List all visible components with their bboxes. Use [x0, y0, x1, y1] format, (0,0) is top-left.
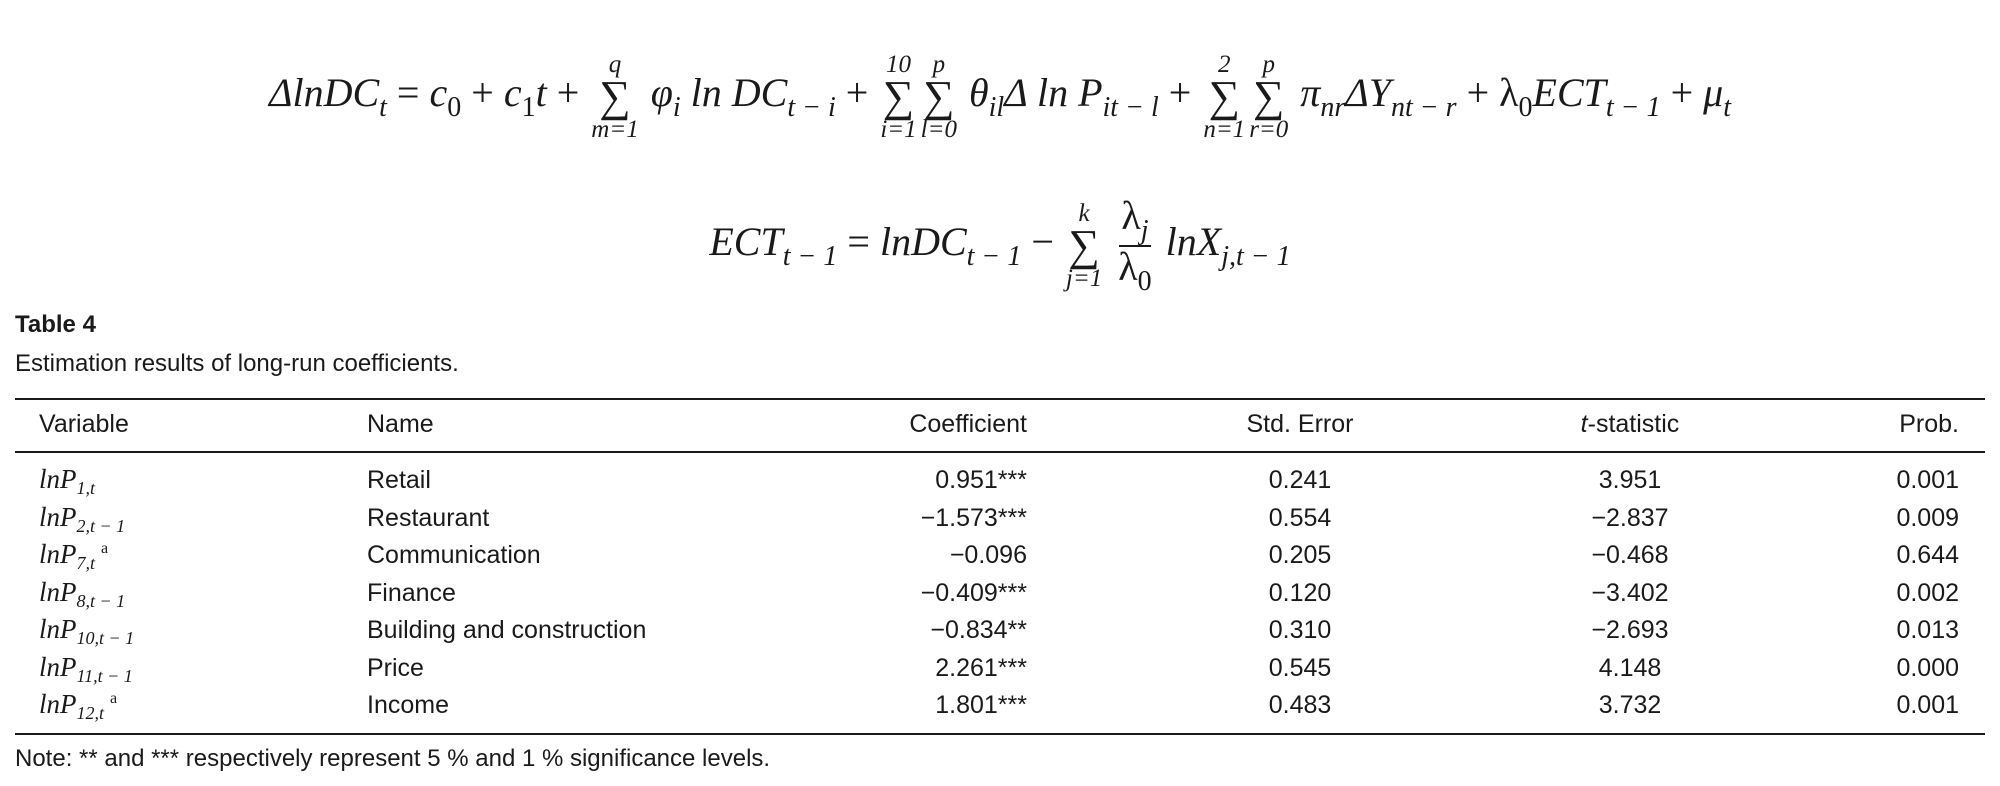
header-t-rest: -statistic — [1587, 410, 1680, 438]
cell-prob: 0.001 — [1896, 691, 1959, 719]
eq1-dlnp: Δ ln P — [1004, 69, 1103, 115]
eq1-dlnp-sub: it − l — [1102, 91, 1159, 123]
eq2-frac-den-sub: 0 — [1137, 266, 1152, 297]
variable-subscript: 10,t − 1 — [76, 628, 135, 648]
variable-subscript: 1,t — [76, 478, 96, 498]
cell-t-statistic: −3.402 — [1591, 578, 1669, 607]
variable-footnote-marker: a — [110, 690, 118, 707]
eq1-c0-sub: 0 — [447, 91, 462, 123]
eq1-sum-5: p ∑ r=0 — [1249, 51, 1289, 143]
eq1-dy: ΔY — [1345, 69, 1391, 115]
eq1-sum-2: 10 ∑ i=1 — [880, 51, 917, 143]
eq1-phi: φ — [650, 69, 673, 115]
variable-base: lnP — [39, 501, 77, 532]
eq2-sum-upper: k — [1078, 200, 1090, 228]
cell-name: Income — [367, 691, 449, 719]
cell-prob: 0.009 — [1896, 503, 1959, 532]
cell-t-statistic: −0.468 — [1591, 541, 1669, 569]
eq1-lhs-sub: t — [379, 91, 387, 123]
cell-coefficient: 1.801*** — [935, 691, 1027, 719]
table-number: Table 4 — [15, 311, 96, 338]
eq2-frac-num-sub: j — [1140, 215, 1149, 246]
eq2-lndc: lnDC — [879, 219, 967, 265]
eq2-frac-num: λ — [1121, 193, 1141, 238]
eq1-sum1-lower: m=1 — [591, 115, 639, 143]
cell-std-error: 0.483 — [1268, 691, 1332, 719]
eq1-sum-4: 2 ∑ n=1 — [1203, 51, 1246, 143]
eq1-sum3-lower: l=0 — [920, 115, 957, 143]
eq1-sum-3: p ∑ l=0 — [920, 51, 957, 143]
variable-subscript: 8,t − 1 — [76, 590, 126, 611]
cell-prob: 0.644 — [1896, 541, 1959, 569]
cell-name: Retail — [367, 466, 431, 494]
cell-name: Communication — [367, 541, 541, 569]
cell-variable — [39, 501, 126, 536]
eq1-sum2-upper: 10 — [885, 51, 911, 78]
table-header-rule — [15, 451, 1985, 453]
table-top-rule — [15, 398, 1985, 400]
eq1-c1-var: t — [535, 69, 547, 115]
eq2-sum-lower: j=1 — [1065, 264, 1103, 292]
cell-coefficient: −1.573*** — [920, 503, 1027, 532]
variable-subscript: 11,t − 1 — [76, 665, 133, 686]
cell-variable — [39, 541, 108, 572]
variable-base: lnP — [39, 651, 77, 682]
eq1-sum2-lower: i=1 — [880, 115, 917, 143]
eq2-fraction — [1118, 193, 1152, 297]
cell-std-error: 0.545 — [1268, 653, 1332, 682]
table-note: Note: ** and *** respectively represent 5 % and 1 % significance levels. — [15, 745, 771, 772]
eq1-sum3-upper: p — [932, 51, 946, 78]
variable-subscript: 2,t − 1 — [76, 515, 126, 536]
eq1-sum1-upper: q — [608, 51, 622, 78]
variable-base: lnP — [39, 464, 77, 494]
eq1-lhs: ΔlnDC — [268, 69, 380, 115]
cell-coefficient: −0.834** — [930, 616, 1027, 644]
eq1-sum4-upper: 2 — [1218, 51, 1231, 78]
cell-std-error: 0.241 — [1268, 466, 1332, 494]
eq1-mu: μ — [1703, 69, 1724, 115]
cell-prob: 0.002 — [1896, 578, 1959, 607]
variable-base: lnP — [39, 539, 77, 569]
eq1-pi-sub: nr — [1320, 91, 1346, 123]
cell-name: Finance — [367, 578, 456, 607]
cell-prob: 0.000 — [1896, 653, 1959, 682]
cell-coefficient: 0.951*** — [935, 466, 1027, 494]
eq1-c1-sub: 1 — [521, 91, 536, 123]
cell-variable — [39, 576, 126, 611]
variable-base: lnP — [39, 614, 77, 644]
eq1-c1: c — [503, 69, 522, 115]
cell-name: Price — [367, 653, 424, 682]
table-bottom-rule — [15, 733, 1985, 735]
eq2-lnx-sub: j,t − 1 — [1221, 241, 1291, 273]
eq1-lambda-sub: 0 — [1518, 91, 1533, 123]
cell-t-statistic: −2.837 — [1591, 503, 1669, 532]
eq1-ect: ECT — [1532, 69, 1606, 115]
eq2-ect-sub: t − 1 — [782, 241, 838, 273]
header-t-statistic — [1500, 412, 1760, 437]
eq1-pi: π — [1300, 69, 1321, 115]
eq1-phi-sub: i — [672, 91, 681, 123]
cell-variable — [39, 691, 117, 722]
eq1-sum5-lower: r=0 — [1249, 115, 1289, 143]
eq2-frac-den: λ — [1118, 244, 1138, 289]
cell-std-error: 0.310 — [1268, 616, 1332, 644]
cell-coefficient: 2.261*** — [935, 653, 1027, 682]
equation-2: $ECT_{t - 1}$ = lnDC$_{t - 1}$ − k ∑ j=1 $\frac{\lambda_j}{\lambda_0}$ lnX$_{j,t - 1}$ — [709, 193, 1291, 297]
eq2-ect: ECT — [709, 219, 783, 265]
eq1-sum-1: q ∑ m=1 — [591, 51, 639, 143]
cell-coefficient: −0.096 — [949, 541, 1027, 569]
eq1-ect-sub: t − 1 — [1605, 91, 1661, 123]
header-name: Name — [367, 410, 434, 438]
cell-variable — [39, 466, 95, 497]
eq1-theta-sub: il — [988, 91, 1005, 123]
eq1-mu-sub: t — [1723, 91, 1731, 123]
cell-t-statistic: −2.693 — [1591, 616, 1669, 644]
equation-1: ΔlnDC$_t$ = $c_0 + c_1t$ + q ∑ m=1 $\varphi_i$ $\ln DC_{t - i}$ + 10 ∑ i=1 p ∑ l=0 $\theta_{il}\Delta$ $\ln P_{it - l}$ + 2 ∑ n=1 p ∑ r=0 $\pi_{nr}\Delta Y_{nt - r} + \lambda_0ECT_{t - 1} + \mu_t$ — [268, 51, 1731, 143]
cell-name: Restaurant — [367, 503, 490, 532]
cell-std-error: 0.120 — [1268, 578, 1332, 607]
header-variable: Variable — [39, 410, 129, 438]
header-std-error: Std. Error — [1246, 410, 1354, 438]
header-coefficient: Coefficient — [909, 410, 1027, 438]
header-t-italic: t — [1580, 410, 1588, 438]
cell-variable — [39, 651, 133, 686]
cell-coefficient: −0.409*** — [920, 578, 1027, 607]
eq1-sum5-upper: p — [1262, 51, 1275, 78]
eq2-lndc-sub: t − 1 — [966, 241, 1022, 273]
eq1-sum4-lower: n=1 — [1203, 115, 1246, 143]
variable-base: lnP — [39, 689, 77, 719]
variable-base: lnP — [39, 576, 77, 607]
cell-prob: 0.013 — [1896, 616, 1959, 644]
table-title: Estimation results of long-run coefficients. — [15, 350, 459, 377]
eq1-c0: c — [429, 69, 448, 115]
variable-subscript: 12,t — [76, 703, 105, 723]
eq2-sum: k ∑ j=1 — [1065, 200, 1103, 292]
eq1-lndc-sub: t − i — [787, 91, 836, 123]
header-prob: Prob. — [1899, 410, 1959, 438]
eq2-lnx: lnX — [1165, 219, 1222, 265]
variable-footnote-marker: a — [101, 540, 109, 557]
cell-std-error: 0.554 — [1268, 503, 1332, 532]
cell-t-statistic: 3.951 — [1598, 466, 1662, 494]
cell-std-error: 0.205 — [1268, 541, 1332, 569]
cell-name: Building and construction — [367, 616, 647, 644]
eq1-dy-sub: nt − r — [1390, 91, 1457, 123]
cell-t-statistic: 3.732 — [1598, 691, 1662, 719]
variable-subscript: 7,t — [76, 553, 96, 573]
cell-variable — [39, 616, 134, 647]
cell-prob: 0.001 — [1896, 466, 1959, 494]
eq1-lndc: ln DC — [690, 69, 788, 115]
cell-t-statistic: 4.148 — [1598, 653, 1662, 682]
eq1-lambda: λ — [1499, 69, 1519, 115]
eq1-theta: θ — [968, 69, 989, 115]
